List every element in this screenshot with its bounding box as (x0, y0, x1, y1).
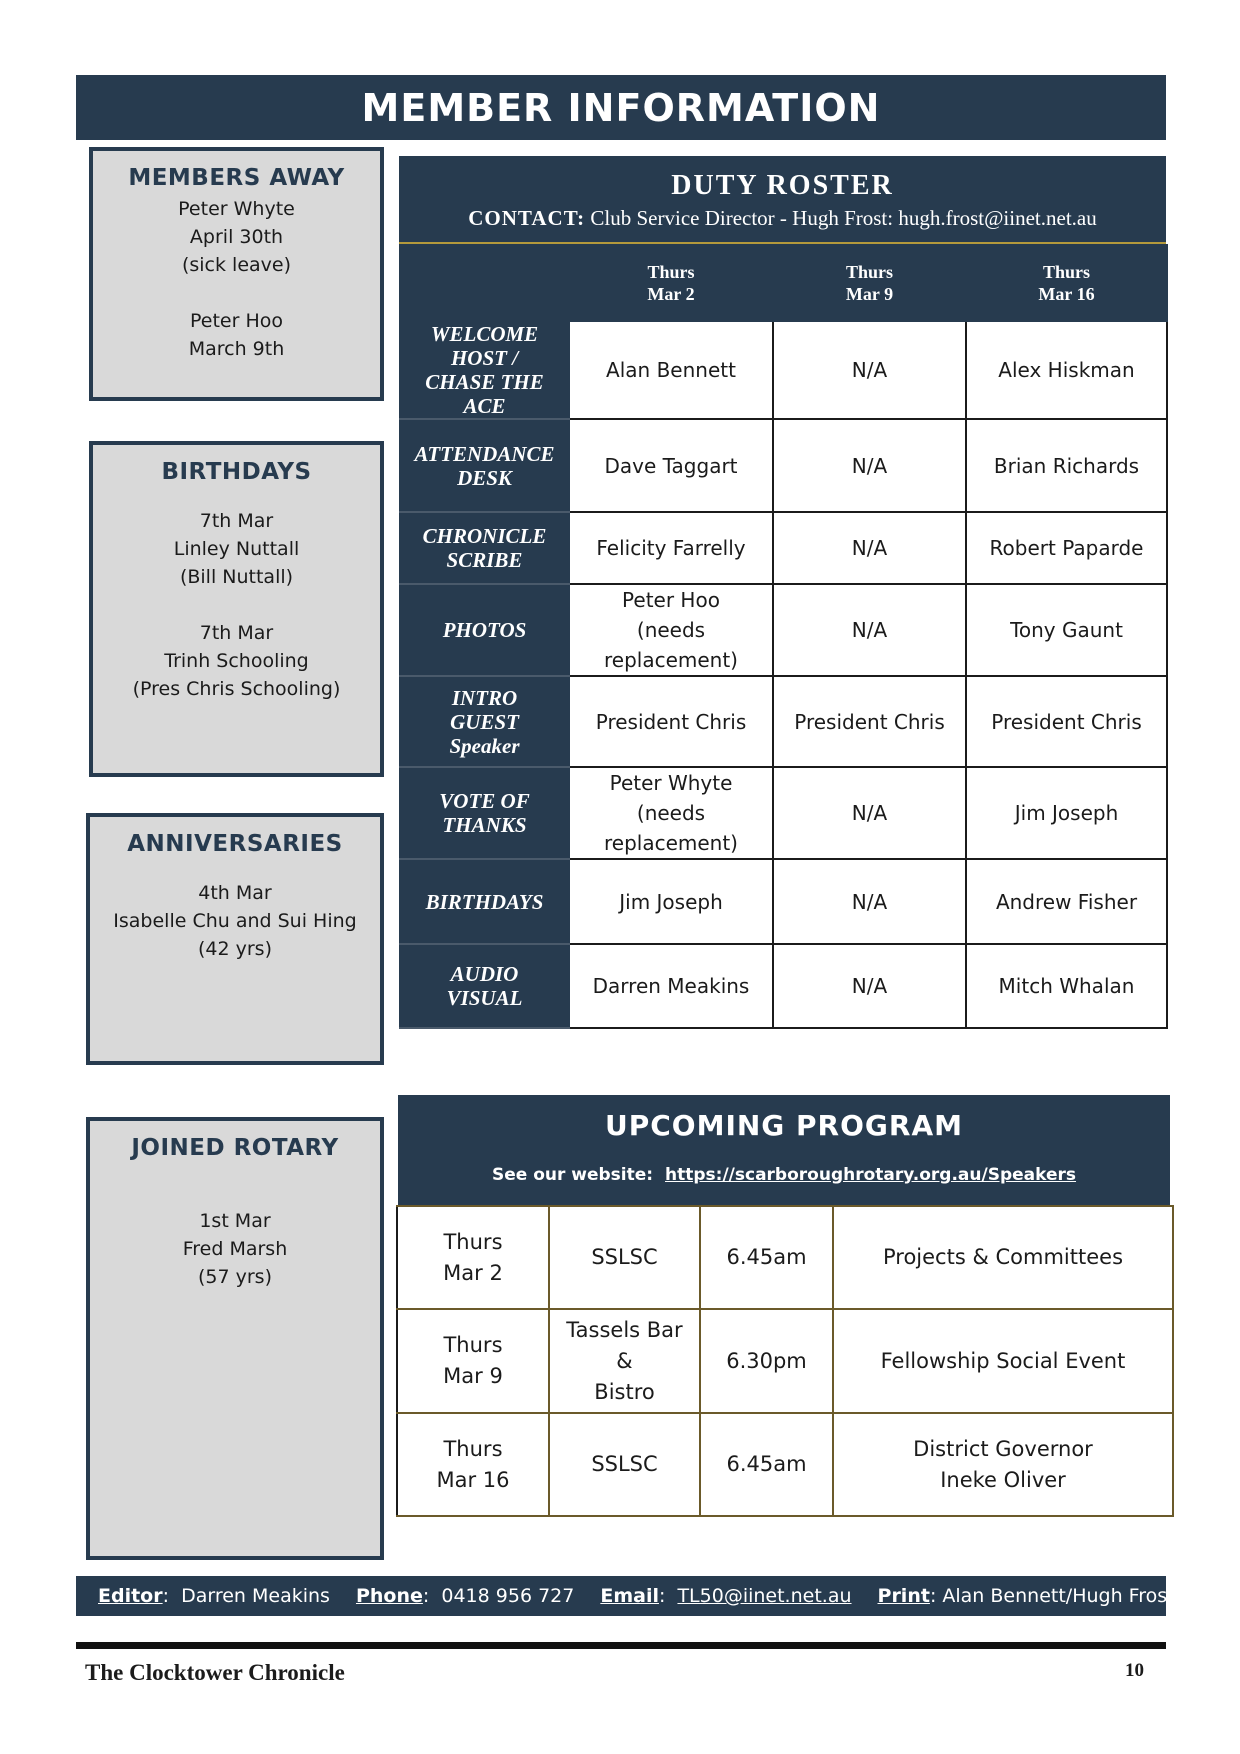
birthdays-list (93, 507, 380, 703)
roster-column-header-row (400, 245, 1167, 321)
page-title: MEMBER INFORMATION (76, 75, 1166, 140)
roster-cell: Tony Gaunt (966, 584, 1167, 676)
email-label: Email (600, 1585, 659, 1607)
entry-line: Trinh Schooling (164, 650, 309, 672)
entry-line: 1st Mar (199, 1210, 271, 1232)
program-cell: SSLSC (549, 1413, 700, 1516)
roster-role: PHOTOS (400, 584, 569, 676)
program-row (397, 1309, 1173, 1413)
roster-cell: N/A (773, 767, 966, 859)
joined-rotary-list (90, 1207, 380, 1291)
roster-role: VOTE OF THANKS (400, 767, 569, 859)
roster-role: WELCOME HOST / CHASE THE ACE (400, 321, 569, 419)
roster-column-header: Thurs Mar 9 (773, 245, 966, 321)
roster-cell: Peter Hoo (needs replacement) (569, 584, 773, 676)
anniversaries-box (86, 813, 384, 1065)
print-label: Print (877, 1585, 930, 1607)
roster-row (400, 512, 1167, 584)
entry-line: 7th Mar (199, 622, 274, 644)
duty-roster-header (399, 156, 1166, 244)
upcoming-program-table (396, 1205, 1174, 1517)
email-info (600, 1585, 851, 1607)
roster-cell: Robert Paparde (966, 512, 1167, 584)
phone-number: 0418 956 727 (441, 1585, 575, 1607)
joined-rotary-box (86, 1117, 384, 1560)
entry-line: Linley Nuttall (173, 538, 300, 560)
roster-cell: N/A (773, 584, 966, 676)
roster-role: INTRO GUEST Speaker (400, 676, 569, 767)
duty-roster-contact (399, 206, 1166, 231)
roster-row (400, 419, 1167, 512)
joined-rotary-title: JOINED ROTARY (131, 1135, 339, 1161)
entry-line: March 9th (188, 338, 285, 360)
program-cell: 6.30pm (700, 1309, 833, 1413)
roster-cell: Andrew Fisher (966, 859, 1167, 944)
entry-line: (57 yrs) (198, 1266, 272, 1288)
roster-cell: Mitch Whalan (966, 944, 1167, 1028)
entry-line: Peter Hoo (190, 310, 283, 332)
entry-line: 4th Mar (198, 882, 272, 904)
roster-cell: N/A (773, 321, 966, 419)
editor-name: Darren Meakins (181, 1585, 330, 1607)
email-colon: : (658, 1585, 678, 1607)
entry-line: (42 yrs) (198, 938, 272, 960)
website-line (398, 1165, 1170, 1185)
roster-cell: Alex Hiskman (966, 321, 1167, 419)
roster-row (400, 859, 1167, 944)
roster-role: BIRTHDAYS (400, 859, 569, 944)
roster-cell: Alan Bennett (569, 321, 773, 419)
print-colon: : (929, 1585, 943, 1607)
website-link[interactable]: https://scarboroughrotary.org.au/Speakers (665, 1165, 1077, 1185)
entry-line: Peter Whyte (178, 198, 295, 220)
program-cell: Tassels Bar & Bistro (549, 1309, 700, 1413)
birthdays-box (89, 441, 384, 777)
anniversaries-list (90, 879, 380, 963)
roster-role: CHRONICLE SCRIBE (400, 512, 569, 584)
page-number: 10 (1125, 1660, 1144, 1681)
roster-corner-cell (400, 245, 569, 321)
duty-roster-table (399, 244, 1168, 1029)
program-cell: 6.45am (700, 1413, 833, 1516)
roster-column-header: Thurs Mar 2 (569, 245, 773, 321)
program-row (397, 1206, 1173, 1309)
roster-role: ATTENDANCE DESK (400, 419, 569, 512)
roster-role: AUDIO VISUAL (400, 944, 569, 1028)
editor-info (98, 1585, 330, 1607)
contact-text: Club Service Director - Hugh Frost: hugh.frost@iinet.net.au (590, 206, 1097, 230)
roster-row (400, 676, 1167, 767)
duty-roster-title: DUTY ROSTER (671, 170, 894, 201)
roster-cell: Dave Taggart (569, 419, 773, 512)
roster-cell: President Chris (773, 676, 966, 767)
publication-name: The Clocktower Chronicle (85, 1660, 345, 1685)
roster-cell: N/A (773, 419, 966, 512)
anniversaries-title: ANNIVERSARIES (127, 831, 343, 857)
program-cell: Thurs Mar 9 (397, 1309, 549, 1413)
entry-line: 7th Mar (199, 510, 274, 532)
roster-cell: Brian Richards (966, 419, 1167, 512)
entry-line: Isabelle Chu and Sui Hing (113, 910, 357, 932)
phone-label: Phone (355, 1585, 423, 1607)
roster-row (400, 944, 1167, 1028)
roster-cell: Darren Meakins (569, 944, 773, 1028)
email-link[interactable]: TL50@iinet.net.au (677, 1585, 852, 1607)
roster-cell: President Chris (966, 676, 1167, 767)
roster-cell: Jim Joseph (966, 767, 1167, 859)
editor-colon: : (162, 1585, 182, 1607)
roster-cell: Jim Joseph (569, 859, 773, 944)
upcoming-program-title: UPCOMING PROGRAM (604, 1109, 963, 1142)
contact-label: CONTACT: (468, 206, 586, 230)
roster-cell: Peter Whyte (needs replacement) (569, 767, 773, 859)
entry-line: (Bill Nuttall) (179, 566, 294, 588)
editor-label: Editor (98, 1585, 163, 1607)
upcoming-program-header (398, 1095, 1170, 1205)
entry-line: (sick leave) (181, 254, 292, 276)
entry-line: (Pres Chris Schooling) (132, 678, 341, 700)
entry-gap (93, 591, 380, 619)
roster-cell: N/A (773, 859, 966, 944)
program-cell: District Governor Ineke Oliver (833, 1413, 1173, 1516)
footer-rule (76, 1642, 1166, 1649)
roster-row (400, 767, 1167, 859)
program-cell: Fellowship Social Event (833, 1309, 1173, 1413)
program-cell: Projects & Committees (833, 1206, 1173, 1309)
program-row (397, 1413, 1173, 1516)
entry-line: Fred Marsh (182, 1238, 288, 1260)
roster-cell: President Chris (569, 676, 773, 767)
birthdays-title: BIRTHDAYS (161, 459, 312, 485)
program-cell: 6.45am (700, 1206, 833, 1309)
members-away-title: MEMBERS AWAY (128, 165, 345, 191)
entry-gap (93, 279, 380, 307)
website-label: See our website: (491, 1165, 654, 1185)
print-names: Alan Bennett/Hugh Frost (942, 1585, 1175, 1607)
entry-line: April 30th (189, 226, 284, 248)
roster-row (400, 584, 1167, 676)
roster-cell: Felicity Farrelly (569, 512, 773, 584)
phone-colon: : (422, 1585, 442, 1607)
members-away-box (89, 147, 384, 401)
program-cell: Thurs Mar 16 (397, 1413, 549, 1516)
roster-cell: N/A (773, 944, 966, 1028)
members-away-list (93, 195, 380, 363)
editor-bar (76, 1576, 1175, 1616)
roster-row (400, 321, 1167, 419)
program-cell: Thurs Mar 2 (397, 1206, 549, 1309)
roster-cell: N/A (773, 512, 966, 584)
roster-column-header: Thurs Mar 16 (966, 245, 1167, 321)
print-info (878, 1585, 1175, 1607)
program-cell: SSLSC (549, 1206, 700, 1309)
phone-info (356, 1585, 574, 1607)
